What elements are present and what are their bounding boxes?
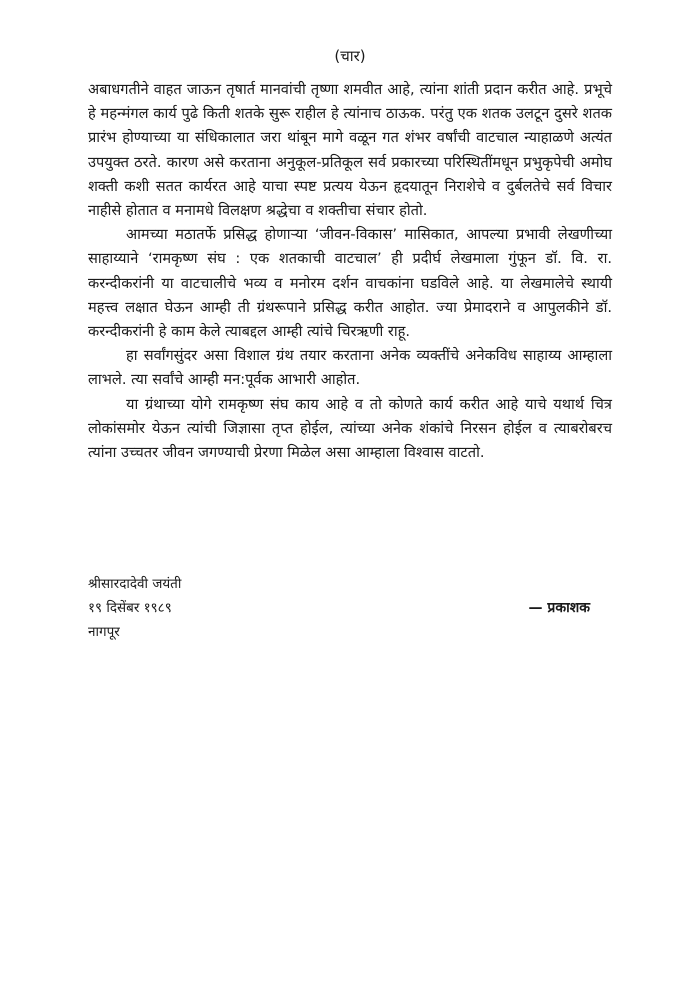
signature-occasion-row — [88, 572, 612, 596]
signature-date-row — [88, 596, 612, 620]
signature-place: नागपूर — [88, 624, 120, 640]
paragraph-3: हा सर्वांगसुंदर असा विशाल ग्रंथ तयार करताना अनेक व्यक्तींचे अनेकविध साहाय्य आम्हाला लाभले. त्या सर्वांचे आम्ही मन:पूर्वक आभारी आहोत. — [88, 347, 612, 389]
signature-occasion: श्रीसारदादेवी जयंती — [88, 576, 182, 592]
signature-place-row — [88, 620, 612, 644]
body-text — [88, 78, 612, 465]
signature-date: १९ दिसेंबर १९८९ — [88, 600, 172, 616]
page-number: (चार) — [334, 47, 366, 65]
signature-publisher: — प्रकाशक — [528, 600, 590, 616]
paragraph-1: अबाधगतीने वाहत जाऊन तृषार्त मानवांची तृष्णा शमवीत आहे, त्यांना शांती प्रदान करीत आहे. प्रभूचे हे महन्मंगल कार्य पुढे किती शतके सुरू राहील हे त्यांनाच ठाऊक. परंतु एक शतक उलटून दुसरे शतक प्रारंभ होण्याच्या या संधिकालात जरा थांबून मागे वळून गत शंभर वर्षांची वाटचाल न्याहाळणे अत्यंत उपयुक्त ठरते. कारण असे करताना अनुकूल-प्रतिकूल सर्व प्रकारच्या परिस्थितींमधून प्रभुकृपेची अमोघ शक्ती कशी सतत कार्यरत आहे याचा स्पष्ट प्रत्यय येऊन हृदयातून निराशेचे व दुर्बलतेचे सर्व विचार नाहीसे होतात व मनामधे विलक्षण श्रद्धेचा व शक्तीचा संचार होतो. — [88, 81, 612, 220]
signature-block — [88, 572, 612, 644]
paragraph-4: या ग्रंथाच्या योगे रामकृष्ण संघ काय आहे व तो कोणते कार्य करीत आहे याचे यथार्थ चित्र लोकांसमोर येऊन त्यांची जिज्ञासा तृप्त होईल, त्यांच्या अनेक शंकांचे निरसन होईल व त्याबरोबरच त्यांना उच्चतर जीवन जगण्याची प्रेरणा मिळेल असा आम्हाला विश्वास वाटतो. — [88, 395, 612, 462]
paragraph-2: आमच्या मठातर्फे प्रसिद्ध होणाऱ्या ‘जीवन-विकास’ मासिकात, आपल्या प्रभावी लेखणीच्या साहाय्याने ‘रामकृष्ण संघ : एक शतकाची वाटचाल’ ही प्रदीर्घ लेखमाला गुंफून डॉ. वि. रा. करन्दीकरांनी या वाटचालीचे भव्य व मनोरम दर्शन वाचकांना घडविले आहे. या लेखमालेचे स्थायी महत्त्व लक्षात घेऊन आम्ही ती ग्रंथरूपाने प्रसिद्ध करीत आहोत. ज्या प्रेमादराने व आपुलकीने डॉ. करन्दीकरांनी हे काम केले त्याबद्दल आम्ही त्यांचे चिरऋणी राहू. — [88, 226, 612, 341]
